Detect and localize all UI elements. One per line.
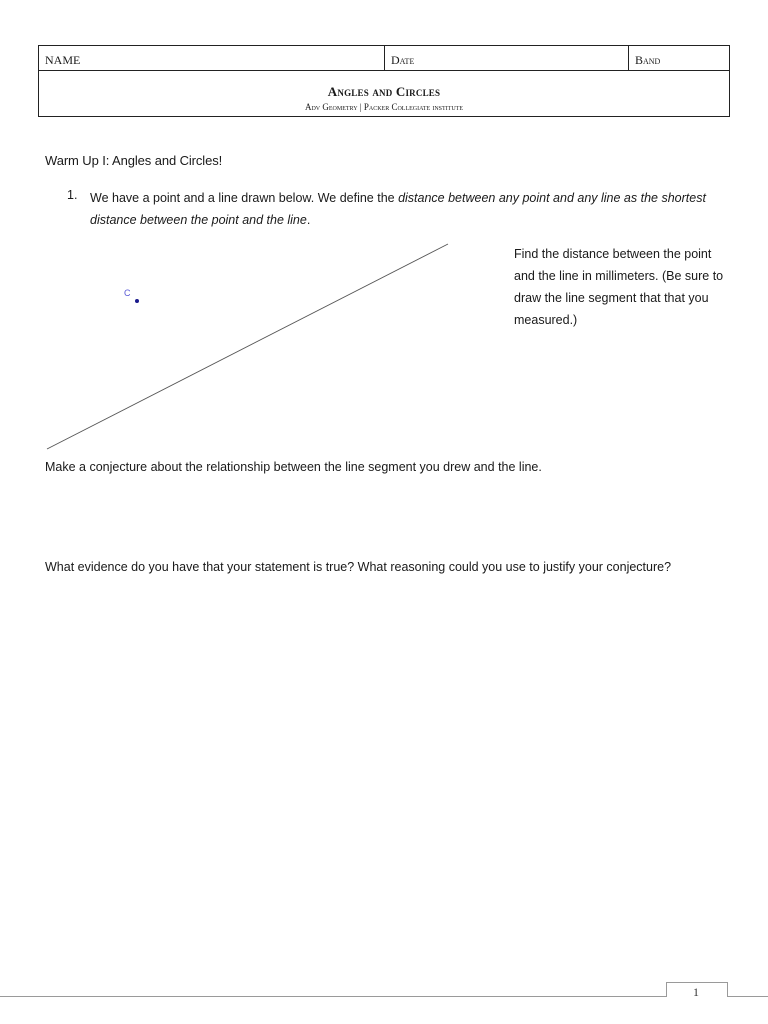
conjecture-prompt: Make a conjecture about the relationship between the line segment you drew and the line. bbox=[45, 460, 542, 474]
page-number: 1 bbox=[693, 985, 699, 999]
given-line bbox=[47, 244, 448, 449]
measure-instructions: Find the distance between the point and the line in millimeters. (Be sure to draw the line segment that that you measured.) bbox=[514, 247, 724, 327]
name-cell bbox=[39, 46, 385, 71]
document-title: Angles and Circles bbox=[327, 83, 441, 99]
section-heading: Warm Up I: Angles and Circles! bbox=[45, 153, 223, 168]
title-cell bbox=[39, 71, 730, 117]
question-text-start: We have a point and a line drawn below. We define the bbox=[90, 191, 399, 205]
band-cell bbox=[629, 46, 730, 71]
evidence-prompt: What evidence do you have that your statement is true? What reasoning could you use to justify your conjecture? bbox=[45, 560, 672, 574]
question-text-italic: distance between any point and any line as the shortest distance between the point and the line bbox=[90, 191, 706, 227]
footer-rule bbox=[0, 996, 768, 997]
question-text-end: . bbox=[306, 213, 311, 227]
question-number: 1. bbox=[67, 188, 78, 202]
date-label: Date bbox=[391, 53, 415, 67]
band-label: Band bbox=[635, 53, 661, 67]
question-text bbox=[90, 187, 730, 231]
point-c-label: C bbox=[124, 288, 131, 298]
header-table bbox=[38, 45, 730, 117]
date-cell bbox=[385, 46, 629, 71]
point-c bbox=[135, 299, 139, 303]
point-line-diagram bbox=[40, 236, 460, 458]
document-subtitle: Adv Geometry | Packer Collegiate institute bbox=[304, 101, 464, 112]
name-label: NAME bbox=[45, 53, 81, 67]
